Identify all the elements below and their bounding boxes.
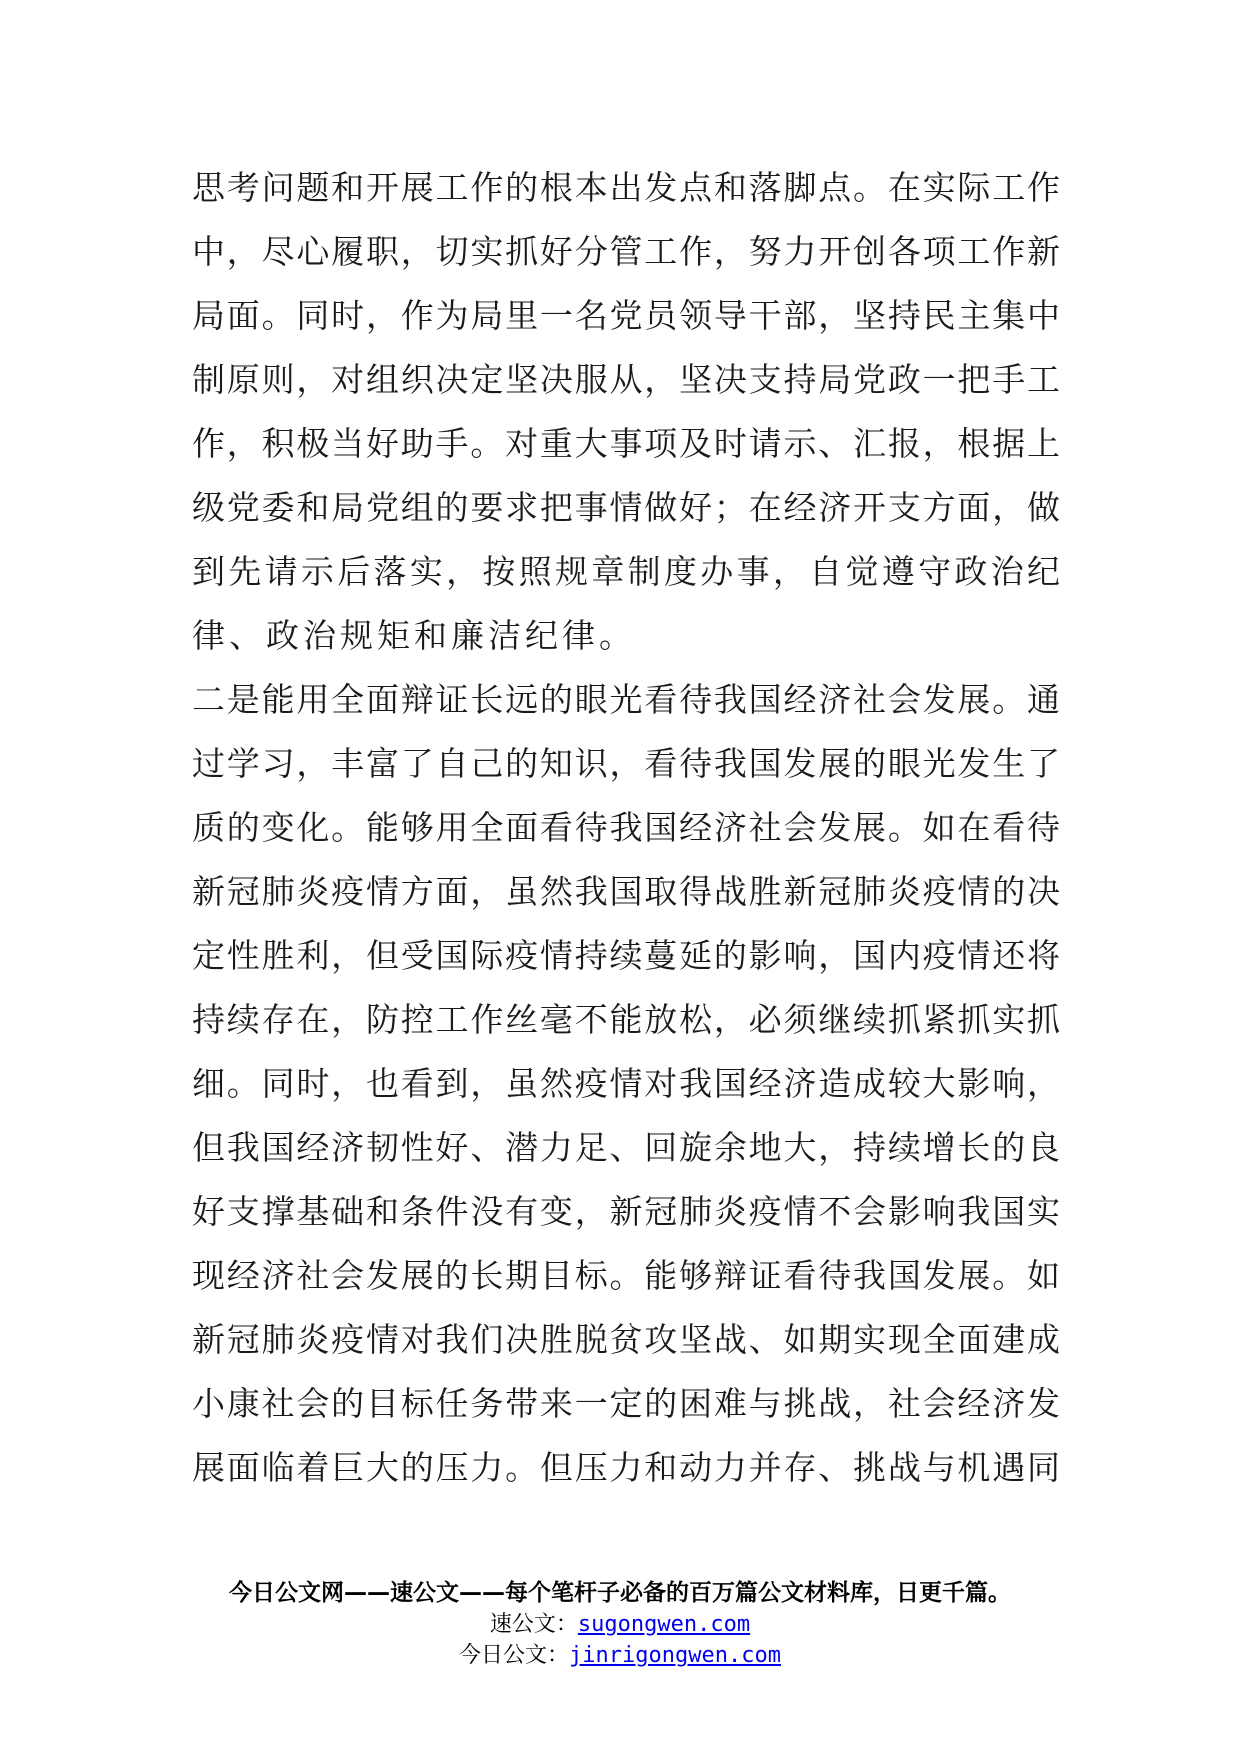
- body-line-17: 好支撑基础和条件没有变，新冠肺炎疫情不会影响我国实: [192, 1192, 1060, 1231]
- footer-link-2-label: 今日公文：: [459, 1643, 570, 1668]
- footer-link-row-1: [0, 1609, 1240, 1640]
- body-line-7: 到先请示后落实，按照规章制度办事，自觉遵守政治纪: [192, 552, 1060, 591]
- body-line-12: 新冠肺炎疫情方面，虽然我国取得战胜新冠肺炎疫情的决: [192, 872, 1060, 911]
- body-line-10: 过学习，丰富了自己的知识，看待我国发展的眼光发生了: [192, 744, 1060, 783]
- body-line-2: 中，尽心履职，切实抓好分管工作，努力开创各项工作新: [192, 232, 1060, 271]
- document-body: [192, 156, 1060, 1500]
- body-line-21: 展面临着巨大的压力。但压力和动力并存、挑战与机遇同: [192, 1448, 1060, 1487]
- body-line-14: 持续存在，防控工作丝毫不能放松，必须继续抓紧抓实抓: [192, 1000, 1060, 1039]
- body-line-6: 级党委和局党组的要求把事情做好；在经济开支方面，做: [192, 488, 1060, 527]
- body-line-3: 局面。同时，作为局里一名党员领导干部，坚持民主集中: [192, 296, 1060, 335]
- body-line-9: 二是能用全面辩证长远的眼光看待我国经济社会发展。通: [192, 680, 1060, 719]
- body-line-20: 小康社会的目标任务带来一定的困难与挑战，社会经济发: [192, 1384, 1060, 1423]
- footer-link-1-label: 速公文：: [489, 1612, 578, 1637]
- body-line-4: 制原则，对组织决定坚决服从，坚决支持局党政一把手工: [192, 360, 1060, 399]
- footer-slogan: 今日公文网——速公文——每个笔杆子必备的百万篇公文材料库，日更千篇。: [229, 1580, 1011, 1606]
- body-line-15: 细。同时，也看到，虽然疫情对我国经济造成较大影响，: [192, 1064, 1060, 1103]
- footer-link-row-2: [0, 1640, 1240, 1671]
- jinrigongwen-link[interactable]: jinrigongwen.com: [569, 1643, 781, 1668]
- sugongwen-link[interactable]: sugongwen.com: [577, 1612, 751, 1637]
- body-line-5: 作，积极当好助手。对重大事项及时请示、汇报，根据上: [192, 424, 1060, 463]
- page-footer: [0, 1577, 1240, 1671]
- body-line-18: 现经济社会发展的长期目标。能够辩证看待我国发展。如: [192, 1256, 1060, 1295]
- body-line-8: 律、政治规矩和廉洁纪律。: [192, 616, 636, 655]
- body-line-19: 新冠肺炎疫情对我们决胜脱贫攻坚战、如期实现全面建成: [192, 1320, 1060, 1359]
- body-line-1: 思考问题和开展工作的根本出发点和落脚点。在实际工作: [192, 168, 1060, 207]
- body-line-13: 定性胜利，但受国际疫情持续蔓延的影响，国内疫情还将: [192, 936, 1060, 975]
- body-line-16: 但我国经济韧性好、潜力足、回旋余地大，持续增长的良: [192, 1128, 1060, 1167]
- body-line-11: 质的变化。能够用全面看待我国经济社会发展。如在看待: [192, 808, 1060, 847]
